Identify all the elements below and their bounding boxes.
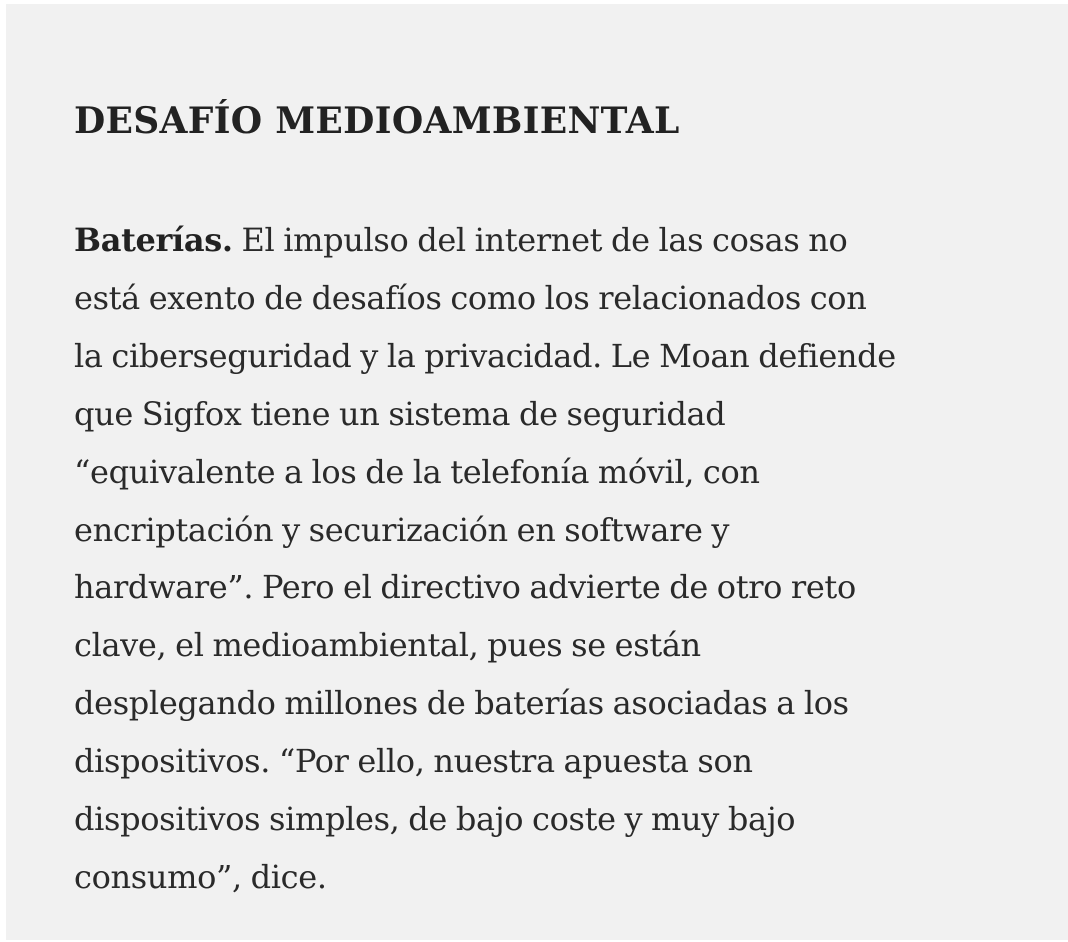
paragraph-line: desplegando millones de baterías asociadas a los [74, 684, 849, 723]
paragraph-line: que Sigfox tiene un sistema de seguridad [74, 394, 726, 433]
paragraph-line: consumo”, dice. [74, 857, 327, 896]
paragraph-line: la ciberseguridad y la privacidad. Le Moan defiende [74, 336, 896, 375]
box-body-paragraph [74, 212, 1008, 907]
paragraph-line [74, 212, 1008, 270]
lead-in: Baterías. [74, 221, 233, 259]
paragraph-line: clave, el medioambiental, pues se están [74, 626, 701, 665]
paragraph-line: dispositivos simples, de bajo coste y muy bajo [74, 800, 796, 839]
paragraph-line: hardware”. Pero el directivo advierte de otro reto [74, 568, 856, 607]
box-heading: DESAFÍO MEDIOAMBIENTAL [74, 100, 680, 142]
paragraph-line: está exento de desafíos como los relacionados con [74, 278, 867, 317]
paragraph-line: dispositivos. “Por ello, nuestra apuesta son [74, 742, 753, 781]
paragraph-line-text: El impulso del internet de las cosas no [232, 221, 848, 259]
paragraph-line: “equivalente a los de la telefonía móvil, con [74, 452, 760, 491]
paragraph-line: encriptación y securización en software y [74, 510, 730, 549]
sidebar-box [6, 4, 1068, 940]
